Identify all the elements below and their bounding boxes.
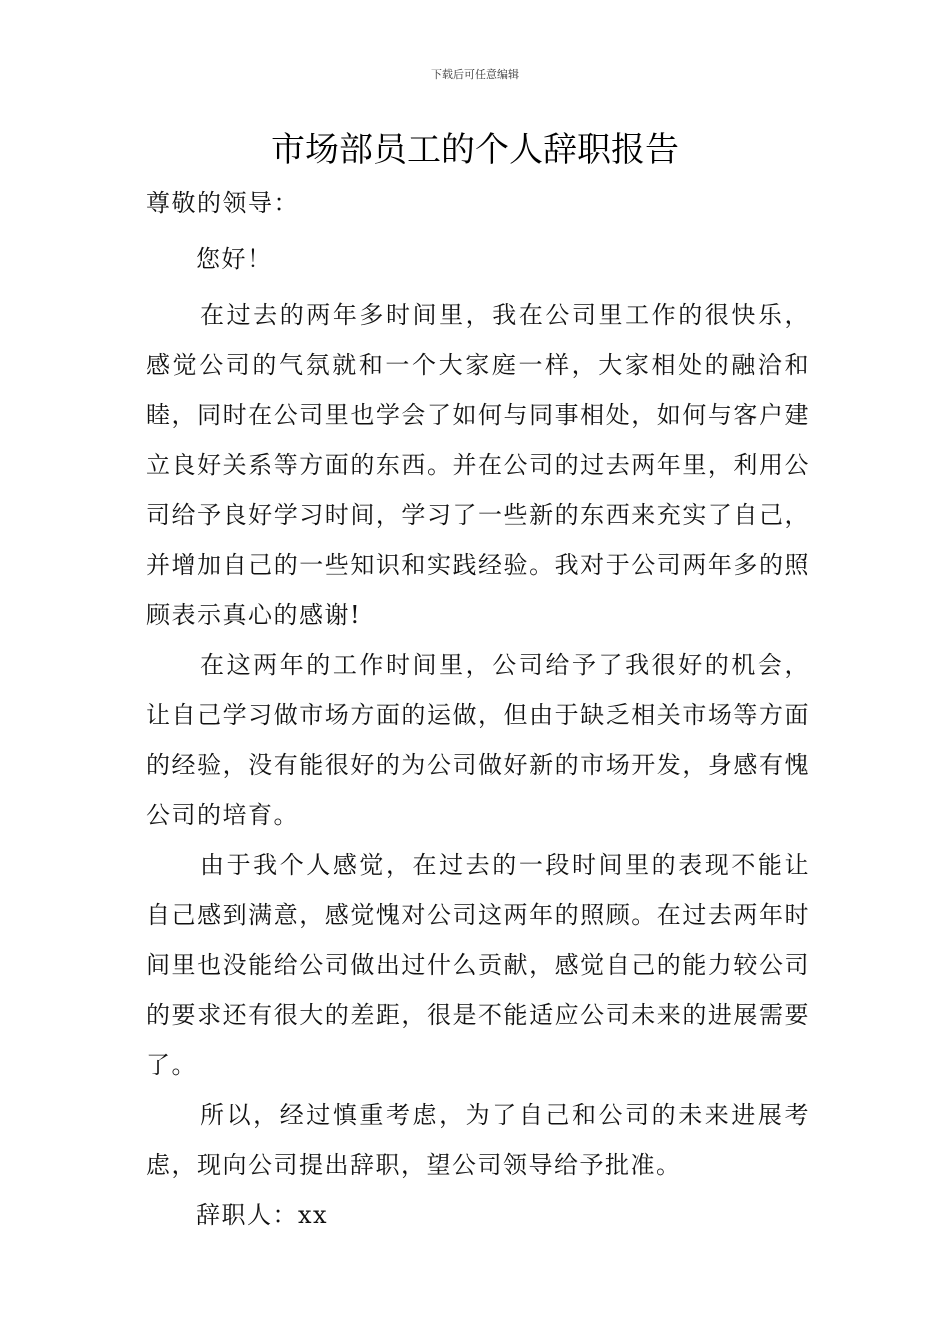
document-title: 市场部员工的个人辞职报告 [271,130,679,170]
paragraph-2: 在这两年的工作时间里，公司给予了我很好的机会，让自己学习做市场方面的运做，但由于缺乏相关市场等方面的经验，没有能很好的为公司做好新的市场开发，身感有愧公司的培育。 [146,651,810,829]
signoff: 辞职人：xx [196,1201,329,1229]
paragraph-4: 所以，经过慎重考虑，为了自己和公司的未来进展考虑，现向公司提出辞职，望公司领导给予批准。 [146,1101,810,1179]
salutation: 尊敬的领导： [146,189,299,217]
greeting: 您好！ [196,245,273,273]
document-body [146,178,810,1240]
header-note: 下载后可任意编辑 [431,68,519,81]
paragraph-3: 由于我个人感觉，在过去的一段时间里的表现不能让自己感到满意，感觉愧对公司这两年的照顾。在过去两年时间里也没能给公司做出过什么贡献，感觉自己的能力较公司的要求还有很大的差距，很是不能适应公司未来的进展需要了。 [146,851,810,1079]
paragraph-1: 在过去的两年多时间里，我在公司里工作的很快乐，感觉公司的气氛就和一个大家庭一样，大家相处的融洽和睦，同时在公司里也学会了如何与同事相处，如何与客户建立良好关系等方面的东西。并在公司的过去两年里，利用公司给予良好学习时间，学习了一些新的东西来充实了自己，并增加自己的一些知识和实践经验。我对于公司两年多的照顾表示真心的感谢! [146,301,810,629]
